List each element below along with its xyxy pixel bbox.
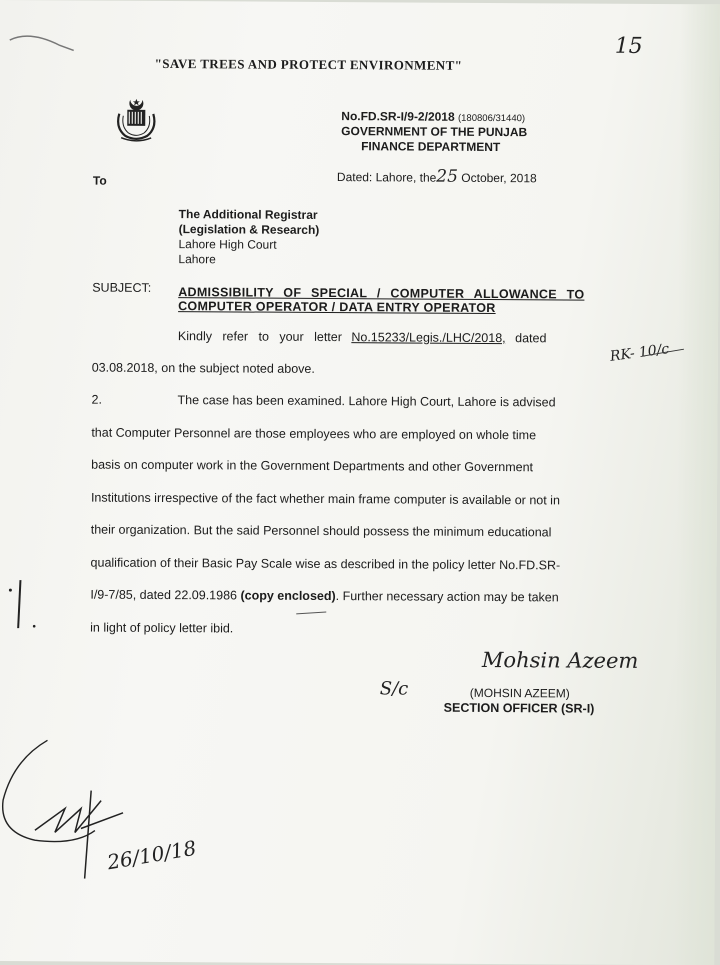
signatory-title: SECTION OFFICER (SR-I) [443, 700, 595, 716]
subject-line-1: ADMISSIBILITY OF SPECIAL / COMPUTER ALLOWANCE TO [178, 285, 585, 302]
recipient-line-4: Lahore [178, 252, 216, 267]
handwritten-initials: S/c [379, 678, 409, 700]
paragraph-2-line-1: The case has been examined. Lahore High Court, Lahore is advised [177, 393, 556, 410]
letter-number [341, 109, 525, 124]
paragraph-2-line-7-end: . Further necessary action may be taken [335, 589, 559, 605]
paragraph-2-line-5: their organization. But the said Personnel should possess the minimum educational [90, 522, 552, 540]
letter-number-text: No.FD.SR-I/9-2/2018 [341, 109, 455, 124]
margin-note: RK- 10/c [609, 341, 671, 365]
signatory-name: (MOHSIN AZEEM) [469, 685, 570, 701]
paragraph-2-line-3: basis on computer work in the Government Departments and other Government [91, 457, 534, 475]
department-name: FINANCE DEPARTMENT [361, 139, 501, 155]
diary-number: (180806/31440) [457, 112, 526, 125]
signature-loop [2, 740, 95, 842]
paragraph-2-line-4: Institutions irrespective of the fact whether main frame computer is available or not in [90, 490, 560, 508]
paragraph-2-line-7 [90, 588, 558, 605]
paragraph-1-line-2: 03.08.2018, on the subject noted above. [91, 360, 315, 376]
underline-tick [296, 612, 326, 614]
margin-dot [33, 625, 36, 628]
corner-ink-mark [10, 36, 74, 50]
policy-letter-reference: I/9-7/85, dated 22.09.1986 [90, 587, 238, 603]
received-date-note: 26/10/18 [105, 835, 198, 875]
paragraph-2-line-2: that Computer Personnel are those employees who are employed on whole time [91, 425, 537, 443]
page-edge-shadow [674, 4, 720, 965]
margin-dot [9, 589, 12, 592]
copy-enclosed-note: (copy enclosed) [240, 588, 336, 604]
date-line [337, 166, 537, 187]
slogan: "SAVE TREES AND PROTECT ENVIRONMENT" [154, 55, 463, 73]
date-day: 25 [436, 166, 459, 187]
margin-bracket-mark [18, 580, 20, 628]
page-number: 15 [614, 33, 643, 59]
to-label: To [92, 173, 107, 188]
paragraph-2-line-8: in light of policy letter ibid. [90, 620, 234, 636]
handwritten-signature: Mohsin Azeem [481, 647, 639, 673]
recipient-line-3: Lahore High Court [178, 237, 277, 252]
recipient-line-1: The Additional Registrar [178, 207, 318, 222]
recipient-line-2: (Legislation & Research) [178, 222, 320, 237]
subject-line-2: COMPUTER OPERATOR / DATA ENTRY OPERATOR [178, 299, 496, 316]
date-suffix: October, 2018 [461, 170, 537, 186]
paragraph-2-line-6: qualification of their Basic Pay Scale wise as described in the policy letter No.FD.SR- [90, 555, 561, 573]
government-name: GOVERNMENT OF THE PUNJAB [341, 124, 528, 140]
paragraph-1-line-1 [178, 329, 547, 345]
date-prefix: Dated: Lahore, the [336, 170, 437, 185]
paragraph-1-lead: Kindly refer to your letter [177, 329, 342, 345]
paragraph-2-number: 2. [91, 392, 103, 407]
paragraph-1-dated: dated [515, 331, 547, 346]
punjab-government-logo [111, 96, 161, 142]
subject-label: SUBJECT: [92, 280, 152, 295]
reference-letter-number: No.15233/Legis./LHC/2018, [351, 330, 506, 346]
